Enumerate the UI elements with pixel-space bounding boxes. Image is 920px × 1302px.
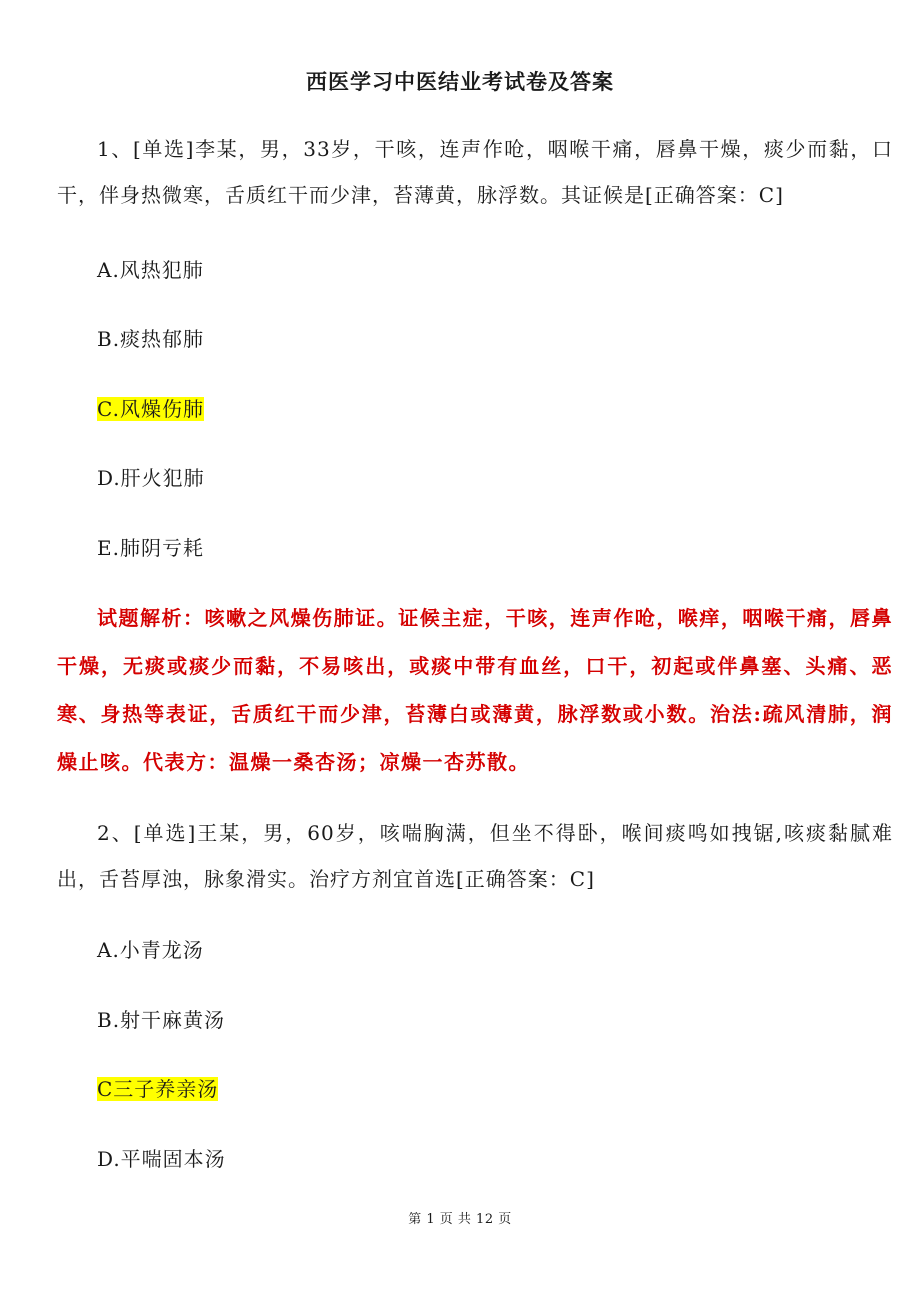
page-footer: 第 1 页 共 12 页 bbox=[408, 1212, 512, 1227]
question-1-option-e: E.肺阴亏耗 bbox=[97, 536, 204, 560]
question-1-option-a: A.风热犯肺 bbox=[97, 258, 204, 282]
question-1-explanation: 试题解析：咳嗽之风燥伤肺证。证候主症，干咳，连声作呛，喉痒，咽喉干痛，唇鼻干燥，无痰或痰少而黏，不易咳出，或痰中带有血丝，口干，初起或伴鼻塞、头痛、恶寒、身热等表证，舌质红干而少津，苔薄白或薄黄，脉浮数或小数。治法:疏风清肺，润燥止咳。代表方：温燥一桑杏汤；凉燥一杏苏散。 bbox=[57, 606, 893, 774]
question-1-option-d: D.肝火犯肺 bbox=[97, 466, 205, 490]
question-2-option-c-highlighted: C三子养亲汤 bbox=[97, 1077, 219, 1101]
question-2-option-d: D.平喘固本汤 bbox=[97, 1147, 226, 1171]
document-title: 西医学习中医结业考试卷及答案 bbox=[306, 69, 614, 94]
question-1-option-c-highlighted: C.风燥伤肺 bbox=[97, 397, 204, 421]
question-2-option-b: B.射干麻黄汤 bbox=[97, 1008, 226, 1032]
question-2-option-a: A.小青龙汤 bbox=[97, 938, 204, 962]
question-1-option-b: B.痰热郁肺 bbox=[97, 327, 205, 351]
question-2-stem: 2、[单选]王某，男，60岁，咳喘胸满，但坐不得卧，喉间痰鸣如拽锯,咳痰黏腻难出，舌苔厚浊，脉象滑实。治疗方剂宜首选[正确答案：C] bbox=[57, 821, 893, 891]
question-1-stem: 1、[单选]李某，男，33岁，干咳，连声作呛，咽喉干痛，唇鼻干燥，痰少而黏，口干，伴身热微寒，舌质红干而少津，苔薄黄，脉浮数。其证候是[正确答案：C] bbox=[57, 137, 893, 207]
